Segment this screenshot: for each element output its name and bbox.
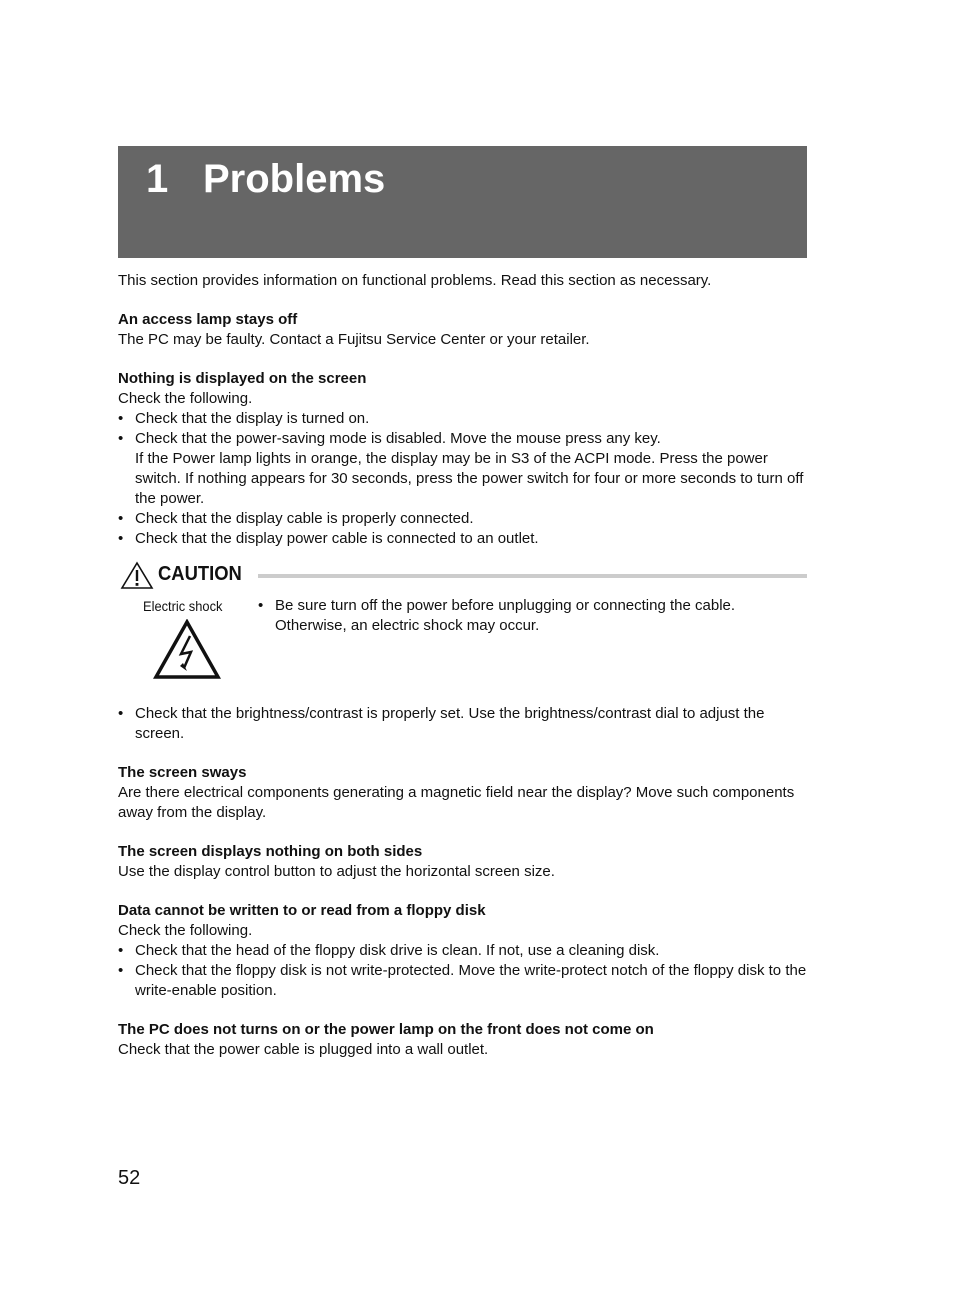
- bullet: •: [118, 530, 124, 547]
- section-body: The PC may be faulty. Contact a Fujitsu Service Center or your retailer.: [118, 331, 590, 348]
- section-screen-sways: [118, 763, 807, 823]
- caution-header: [118, 561, 807, 587]
- bullet: •: [118, 705, 124, 722]
- section-body: Use the display control button to adjust the horizontal screen size.: [118, 863, 555, 880]
- caution-item: • Be sure turn off the power before unplugging or connecting the cable. Otherwise, an electric shock may occur.: [258, 597, 736, 634]
- bullet: •: [118, 410, 124, 427]
- caution-rule: [258, 574, 807, 578]
- list-item: • Check that the display power cable is connected to an outlet.: [118, 530, 539, 547]
- bullet: •: [118, 962, 124, 979]
- section-floppy: [118, 901, 807, 1001]
- list-item: • Check that the display is turned on.: [118, 410, 370, 427]
- section-body: Check that the power cable is plugged into a wall outlet.: [118, 1041, 489, 1058]
- list-item: • Check that the power-saving mode is disabled. Move the mouse press any key. If the Power lamp lights in orange, the display may be in S3 of the ACPI mode. Press the power switch. If nothing appears for 30 seconds, press the power switch for four or more seconds to turn off the power.: [118, 430, 804, 507]
- brightness-list: [118, 704, 807, 744]
- list-item-continuation: If the Power lamp lights in orange, the display may be in S3 of the ACPI mode. Press the power switch. If nothing appears for 30 seconds, press the power switch for four or more seconds to turn off the power.: [135, 450, 804, 507]
- section-heading: An access lamp stays off: [118, 311, 298, 328]
- section-body: Are there electrical components generating a magnetic field near the display? Move such components away from the display.: [118, 784, 795, 821]
- intro-paragraph: This section provides information on functional problems. Read this section as necessary.: [118, 272, 712, 289]
- page-number: 52: [118, 1167, 141, 1189]
- list-item: • Check that the floppy disk is not write-protected. Move the write-protect notch of the floppy disk to the write-enable position.: [118, 962, 807, 999]
- section-intro: Check the following.: [118, 922, 253, 939]
- bullet: •: [258, 597, 264, 614]
- electric-shock-label: Electric shock: [143, 598, 223, 614]
- warning-triangle-icon: [120, 561, 154, 589]
- page-content: [118, 271, 807, 1079]
- section-heading: The screen sways: [118, 764, 247, 781]
- section-access-lamp: [118, 310, 807, 350]
- check-list: [118, 409, 807, 549]
- section-heading: Nothing is displayed on the screen: [118, 370, 367, 387]
- section-nothing-displayed: [118, 369, 807, 549]
- section-intro: Check the following.: [118, 390, 253, 407]
- list-item: • Check that the brightness/contrast is properly set. Use the brightness/contrast dial to adjust the screen.: [118, 705, 765, 742]
- section-heading: The PC does not turns on or the power lamp on the front does not come on: [118, 1021, 654, 1038]
- bullet: •: [118, 942, 124, 959]
- chapter-number: 1: [146, 157, 169, 201]
- check-list: [118, 941, 807, 1001]
- caution-box: [118, 553, 807, 697]
- bullet: •: [118, 510, 124, 527]
- list-item: • Check that the head of the floppy disk drive is clean. If not, use a cleaning disk.: [118, 942, 660, 959]
- caution-label: CAUTION: [158, 563, 242, 585]
- bullet: •: [118, 430, 124, 447]
- section-heading: The screen displays nothing on both sides: [118, 843, 423, 860]
- list-item: • Check that the display cable is properly connected.: [118, 510, 474, 527]
- section-heading: Data cannot be written to or read from a floppy disk: [118, 902, 486, 919]
- chapter-title-text: Problems: [203, 157, 386, 201]
- chapter-title: [146, 156, 385, 202]
- section-nothing-both-sides: [118, 842, 807, 882]
- section-power: [118, 1020, 807, 1060]
- electric-shock-warning-icon: [153, 619, 221, 681]
- chapter-banner: [118, 146, 807, 258]
- caution-list: [258, 596, 807, 636]
